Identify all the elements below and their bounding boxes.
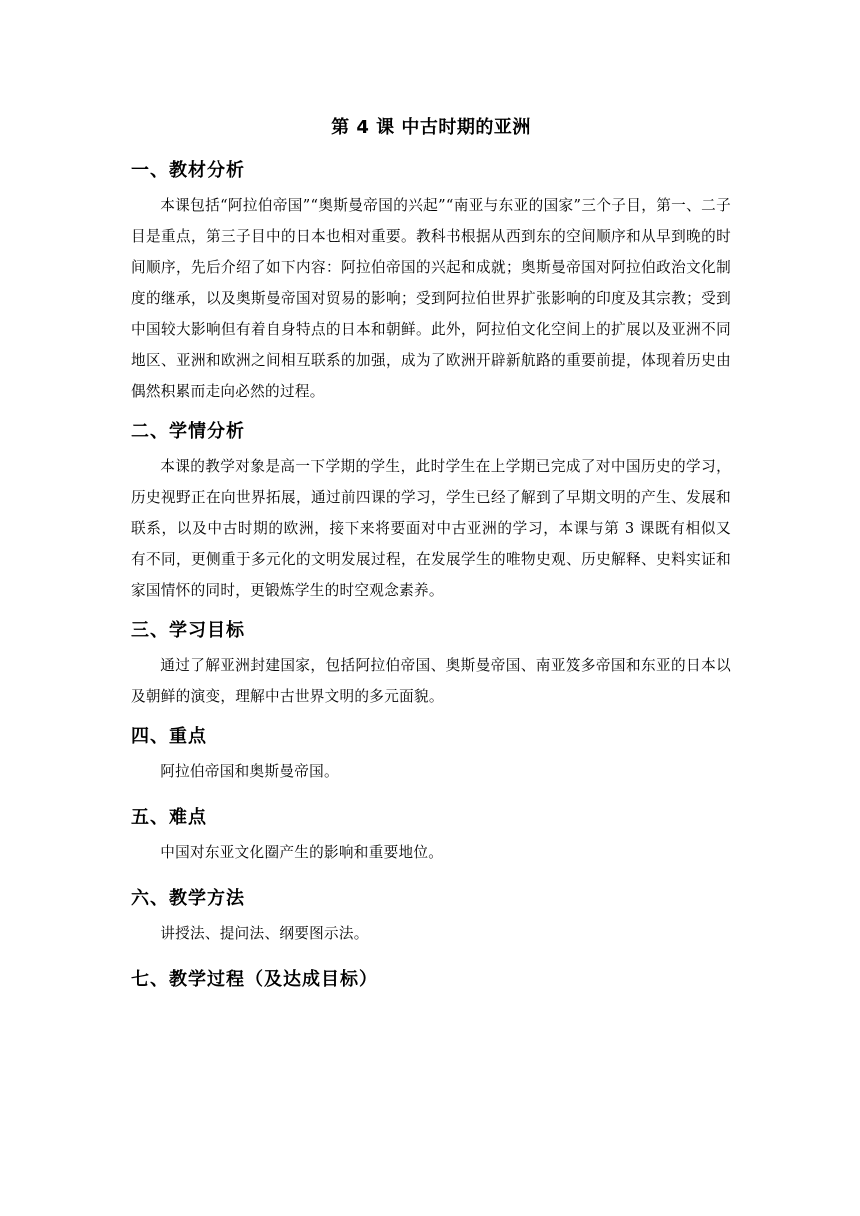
section-paragraph: 阿拉伯帝国和奥斯曼帝国。 [160,763,339,780]
section-learning-goals [131,612,731,712]
document-title: 第 4 课 中古时期的亚洲 [331,117,531,138]
section-textbook-analysis [131,152,731,407]
section-heading: 五、难点 [131,807,207,828]
section-heading: 四、重点 [131,726,207,747]
section-heading: 七、教学过程（及达成目标） [131,969,378,990]
section-key-points [131,718,731,787]
section-heading: 六、教学方法 [131,888,245,909]
section-teaching-process [131,961,731,999]
section-difficulties [131,799,731,868]
section-heading: 三、学习目标 [131,620,245,641]
section-paragraph: 本课的教学对象是高一下学期的学生，此时学生在上学期已完成了对中国历史的学习，历史视野正在向世界拓展，通过前四课的学习，学生已经了解到了早期文明的产生、发展和联系，以及中古时期的欧洲，接下来将要面对中古亚洲的学习，本课与第 3 课既有相似又有不同，更侧重于多元化的文明发展过程，在发展学生的唯物史观、历史解释、史料实证和家国情怀的同时，更锻炼学生的时空观念素养。 [131,458,731,599]
section-heading: 二、学情分析 [131,421,245,442]
section-heading: 一、教材分析 [131,160,245,181]
section-teaching-methods [131,880,731,949]
section-paragraph: 中国对东亚文化圈产生的影响和重要地位。 [160,844,444,861]
section-paragraph: 通过了解亚洲封建国家，包括阿拉伯帝国、奥斯曼帝国、南亚笈多帝国和东亚的日本以及朝鲜的演变，理解中古世界文明的多元面貌。 [131,657,731,705]
section-paragraph: 讲授法、提问法、纲要图示法。 [160,925,369,942]
section-paragraph: 本课包括“阿拉伯帝国”“奥斯曼帝国的兴起”“南亚与东亚的国家”三个子目，第一、二子目是重点，第三子目中的日本也相对重要。教科书根据从西到东的空间顺序和从早到晚的时间顺序，先后介绍了如下内容：阿拉伯帝国的兴起和成就；奥斯曼帝国对阿拉伯政治文化制度的继承，以及奥斯曼帝国对贸易的影响；受到阿拉伯世界扩张影响的印度及其宗教；受到中国较大影响但有着自身特点的日本和朝鲜。此外，阿拉伯文化空间上的扩展以及亚洲不同地区、亚洲和欧洲之间相互联系的加强，成为了欧洲开辟新航路的重要前提，体现着历史由偶然积累而走向必然的过程。 [131,197,731,400]
section-student-analysis [131,413,731,606]
document-content [131,110,731,999]
